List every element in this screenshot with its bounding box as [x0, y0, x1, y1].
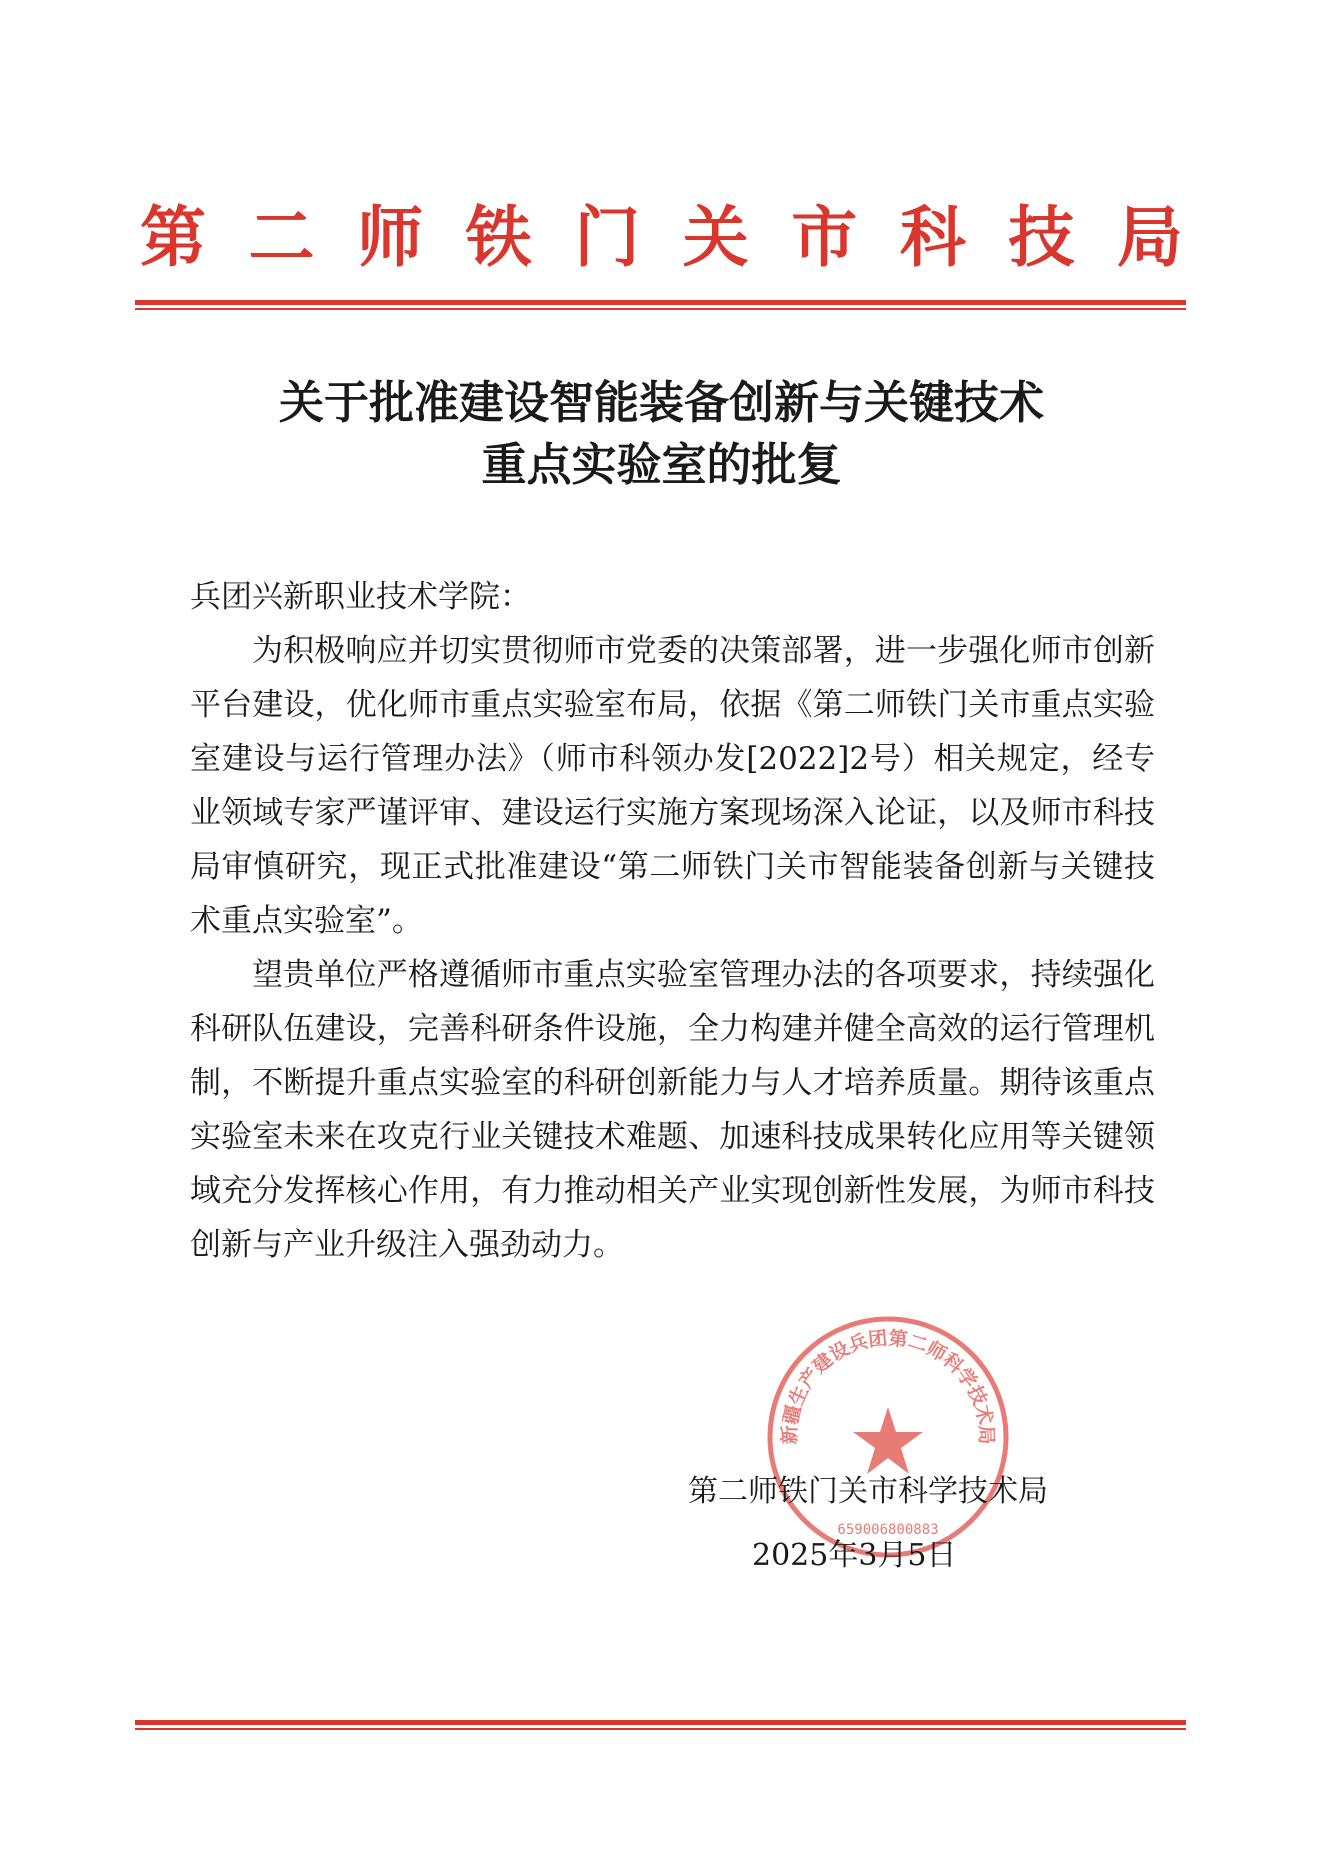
org-header-char: 门 — [574, 199, 641, 276]
org-header-char: 第 — [140, 199, 206, 276]
org-header-char: 科 — [899, 199, 966, 276]
org-header — [140, 198, 1183, 278]
org-header-char: 铁 — [465, 199, 532, 276]
paragraph-2: 望贵单位严格遵循师市重点实验室管理办法的各项要求，持续强化科研队伍建设，完善科研条件设施，全力构建并健全高效的运行管理机制，不断提升重点实验室的科研创新能力与人才培养质量。期待该重点实验室未来在攻克行业关键技术难题、加速科技成果转化应用等关键领域充分发挥核心作用，有力推动相关产业实现创新性发展，为师市科技创新与产业升级注入强劲动力。 — [190, 957, 1155, 1263]
star-icon — [853, 1407, 923, 1474]
document-body — [190, 570, 1155, 1272]
seal-code: 659006800883 — [837, 1522, 939, 1538]
org-header-char: 二 — [248, 199, 315, 276]
header-divider — [135, 300, 1186, 310]
signature-org: 第二师铁门关市科学技术局 — [688, 1474, 1048, 1509]
signature-date: 2025年3月5日 — [752, 1538, 957, 1573]
org-header-char: 局 — [1116, 199, 1183, 276]
seal-outer-text: 新疆生产建设兵团第二师科学技术局 — [778, 1327, 998, 1445]
salutation: 兵团兴新职业技术学院： — [190, 579, 531, 615]
document-title-line-2: 重点实验室的批复 — [481, 438, 842, 491]
official-seal — [763, 1312, 1013, 1562]
paragraph-1: 为积极响应并切实贯彻师市党委的决策部署，进一步强化师市创新平台建设，优化师市重点实验室布局，依据《第二师铁门关市重点实验室建设与运行管理办法》（师市科领办发[2022]2号）相关规定，经专业领域专家严谨评审、建设运行实施方案现场深入论证，以及师市科技局审慎研究，现正式批准建设“第二师铁门关市智能装备创新与关键技术重点实验室”。 — [190, 633, 1155, 939]
org-header-char: 市 — [791, 199, 858, 276]
org-header-char: 技 — [1008, 199, 1075, 276]
org-header-char: 关 — [682, 199, 749, 276]
footer-divider — [135, 1720, 1186, 1730]
org-header-char: 师 — [357, 199, 424, 276]
document-title-line-1: 关于批准建设智能装备创新与关键技术 — [278, 376, 1044, 429]
